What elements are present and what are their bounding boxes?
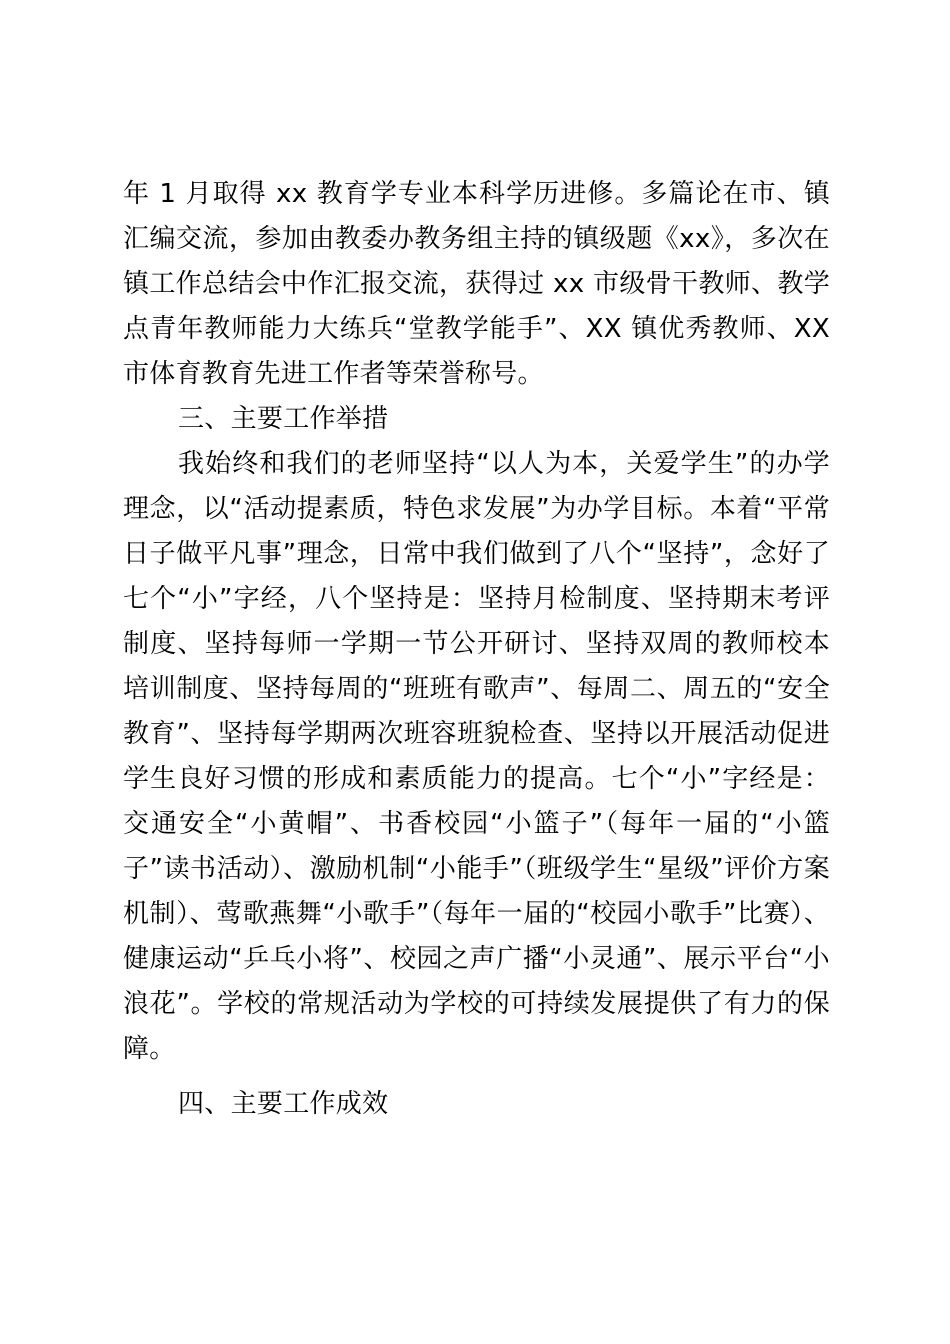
paragraph-qualifications: 年 1 月取得 xx 教育学专业本科学历进修。多篇论在市、镇汇编交流，参加由教委办教务组主持的镇级题《xx》，多次在镇工作总结会中作汇报交流，获得过 xx 市级骨干教师、教学点青年教师能力大练兵“堂教学能手”、XX 镇优秀教师、XX 市体育教育先进工作者等荣誉称号。 — [123, 179, 830, 389]
paragraph-measures: 我始终和我们的老师坚持“以人为本，关爱学生”的办学理念，以“活动提素质，特色求发展”为办学目标。本着“平常日子做平凡事”理念，日常中我们做到了八个“坚持”，念好了七个“小”字经，八个坚持是：坚持月检制度、坚持期末考评制度、坚持每师一学期一节公开研讨、坚持双周的教师校本培训制度、坚持每周的“班班有歌声”、每周二、周五的“安全教育”、坚持每学期两次班容班貌检查、坚持以开展活动促进学生良好习惯的形成和素质能力的提高。七个“小”字经是：交通安全“小黄帽”、书香校园“小篮子”（每年一届的“小篮子”读书活动）、激励机制“小能手”（班级学生“星级”评价方案机制）、莺歌燕舞“小歌手”（每年一届的“校园小歌手”比赛）、健康运动“乒乓小将”、校园之声广播“小灵通”、展示平台“小浪花”。学校的常规活动为学校的可持续发展提供了有力的保障。 — [123, 449, 830, 1064]
document-page — [123, 172, 830, 1127]
section-heading-main-results: 四、主要工作成效 — [178, 1089, 389, 1119]
section-heading-main-measures: 三、主要工作举措 — [178, 404, 389, 434]
